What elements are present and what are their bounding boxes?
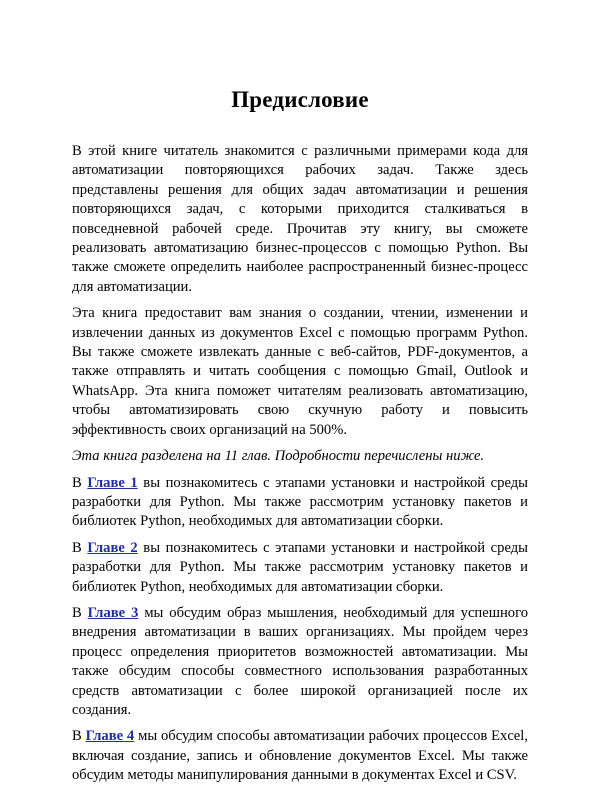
chapter-1-link[interactable]: Главе 1 — [87, 474, 138, 491]
paragraph-chapter-1 — [72, 474, 528, 532]
chapter-4-prefix: В — [72, 728, 86, 745]
paragraph-chapter-2 — [72, 539, 528, 597]
chapter-1-text: вы познакомитесь с этапами установки и настройкой среды разработки для Python. Мы также рассмотрим установку пакетов и библиотек Python, необходимых для автоматизации сборки. — [72, 474, 528, 530]
chapter-4-link[interactable]: Главе 4 — [85, 728, 135, 745]
chapter-2-link[interactable]: Главе 2 — [87, 539, 138, 556]
chapter-2-text: вы познакомитесь с этапами установки и настройкой среды разработки для Python. Мы также рассмотрим установку пакетов и библиотек Python, необходимых для автоматизации сборки. — [72, 539, 528, 595]
chapter-3-link[interactable]: Главе 3 — [87, 604, 139, 621]
paragraph-excel-overview: Эта книга предоставит вам знания о создании, чтении, изменении и извлечении данных из документов Excel с помощью программ Python. Вы также сможете извлекать данные с веб-сайтов, PDF-документов, а также отправлять и читать сообщения с помощью Gmail, Outlook и WhatsApp. Эта книга поможет читателям реализовать автоматизацию, чтобы автоматизировать свою скучную работу и повысить эффективность своих организаций на 500%. — [72, 305, 528, 438]
document-content — [72, 0, 528, 786]
chapter-3-text: мы обсудим образ мышления, необходимый для успешного внедрения автоматизации в ваших организациях. Мы пройдем через процесс определения приоритетов возможностей автоматизации. Мы также обсудим способы совместного использования разработанных средств автоматизации с более широкой организацией после их создания. — [72, 604, 528, 718]
chapter-3-prefix: В — [72, 604, 88, 621]
chapter-1-prefix: В — [72, 474, 88, 491]
paragraph-chapter-3 — [72, 604, 528, 720]
paragraph-toc-intro: Эта книга разделена на 11 глав. Подробности перечислены ниже. — [72, 448, 485, 465]
chapter-2-prefix: В — [72, 539, 88, 556]
chapter-4-text: мы обсудим способы автоматизации рабочих процессов Excel, включая создание, запись и обновление документов Excel. Мы также обсудим методы манипулирования данными в документах Excel и CSV. — [72, 728, 528, 784]
page-title: Предисловие — [231, 87, 369, 112]
paragraph-intro: В этой книге читатель знакомится с различными примерами кода для автоматизации повторяющихся рабочих задач. Также здесь представлены решения для общих задач автоматизации и решения повторяющихся задач, с которыми приходится сталкиваться в повседневной рабочей среде. Прочитав эту книгу, вы сможете реализовать автоматизацию бизнес-процессов с помощью Python. Вы также сможете определить наиболее распространенный бизнес-процесс для автоматизации. — [72, 143, 528, 295]
